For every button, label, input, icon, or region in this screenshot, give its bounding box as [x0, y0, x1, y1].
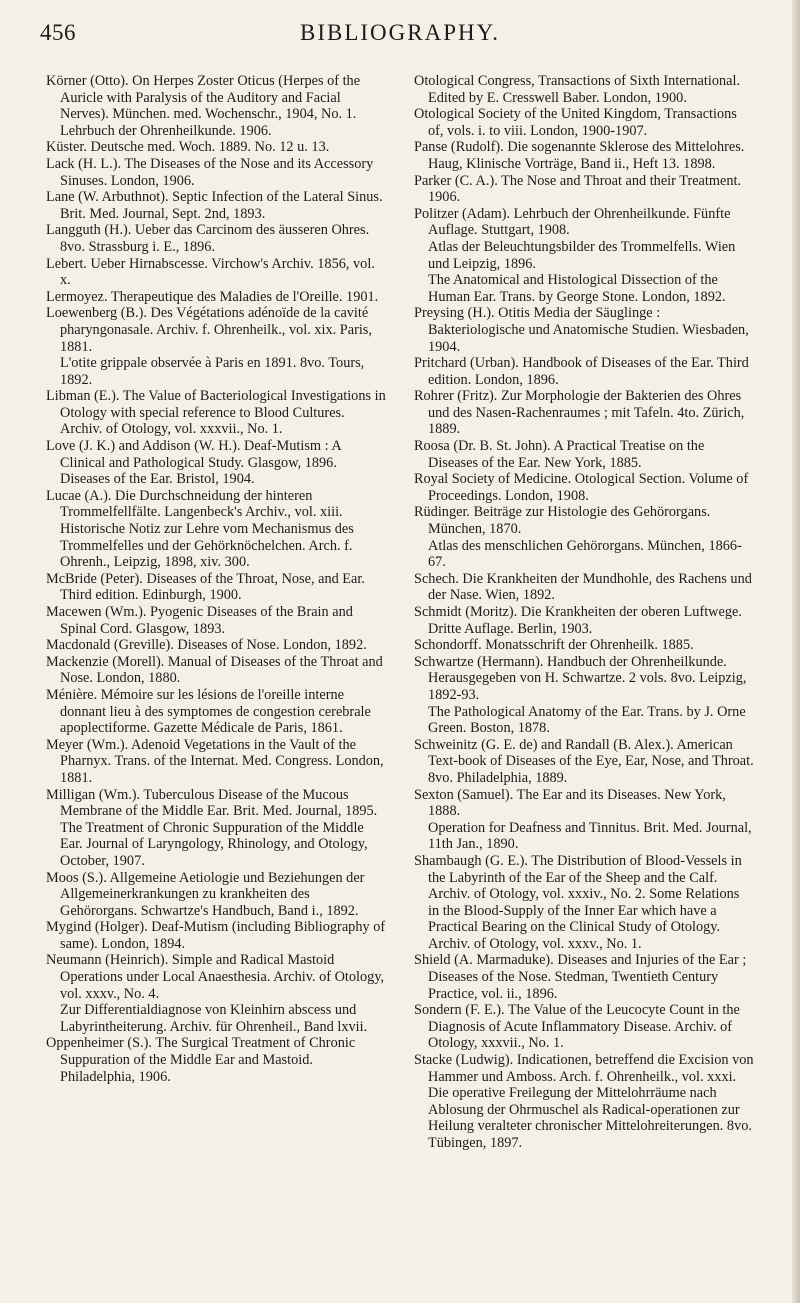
bibliography-entry: Mygind (Holger). Deaf-Mutism (including Bibliography of same). London, 1894. — [46, 919, 386, 952]
bibliography-entry: Shield (A. Marmaduke). Diseases and Injuries of the Ear ; Diseases of the Nose. Stedman, Twentieth Century Practice, vol. ii., 1896. — [414, 952, 747, 1002]
left-column — [46, 73, 386, 1152]
bibliography-entry: Shambaugh (G. E.). The Distribution of Blood-Vessels in the Labyrinth of the Ear of the Sheep and the Calf. Archiv. of Otology, vol. xxxiv., No. 2. Some Relations in the Blood-Supply of the Inner Ear which have a Practical Bearing on the Clinical Study of Otology. Archiv. of Otology, vol. xxxv., No. 1. — [414, 852, 742, 952]
bibliography-entry: McBride (Peter). Diseases of the Throat, Nose, and Ear. Third edition. Edinburgh, 1900. — [46, 570, 365, 604]
bibliography-entry: Schmidt (Moritz). Die Krankheiten der oberen Luftwege. Dritte Auflage. Berlin, 1903. — [414, 604, 742, 637]
running-head: BIBLIOGRAPHY. — [299, 20, 501, 45]
bibliography-subentry: Die operative Freilegung der Mittelohrräume nach Ablosung der Ohrmuschel als Radical-operationen zur Heilung veralteter chronischer Mittelohreiterungen. 8vo. Tübingen, 1897. — [428, 1085, 752, 1151]
bibliography-subentry: The Anatomical and Histological Dissection of the Human Ear. Trans. by George Stone. London, 1892. — [428, 272, 726, 305]
bibliography-entry: Parker (C. A.). The Nose and Throat and their Treatment. 1906. — [414, 172, 742, 206]
bibliography-entry: Lucae (A.). Die Durchschneidung der hinteren Trommelfellfälte. Langenbeck's Archiv., vol. xiii. — [46, 487, 343, 521]
bibliography-columns — [46, 73, 754, 1152]
bibliography-entry: Politzer (Adam). Lehrbuch der Ohrenheilkunde. Fünfte Auflage. Stuttgart, 1908. — [414, 205, 731, 239]
bibliography-subentry: Zur Differentialdiagnose von Kleinhirn abscess und Labyrintheiterung. Archiv. für Ohrenheil., Band lxvii. — [60, 1002, 368, 1035]
bibliography-entry: Libman (E.). The Value of Bacteriological Investigations in Otology with special reference to Blood Cultures. Archiv. of Otology, vol. xxxvii., No. 1. — [46, 388, 386, 438]
bibliography-entry: Moos (S.). Allgemeine Aetiologie und Beziehungen der Allgemeinerkrankungen zu krankheiten des Gehörorgans. Schwartze's Handbuch, Band i., 1892. — [46, 869, 365, 919]
bibliography-entry: Otological Congress, Transactions of Sixth International. Edited by E. Cresswell Baber. London, 1900. — [414, 73, 741, 106]
bibliography-subentry: Atlas der Beleuchtungsbilder des Trommelfells. Wien und Leipzig, 1896. — [428, 238, 736, 272]
bibliography-entry: Lack (H. L.). The Diseases of the Nose and its Accessory Sinuses. London, 1906. — [46, 155, 374, 189]
bibliography-subentry: Historische Notiz zur Lehre vom Mechanismus des Trommelfelles und der Gehörknöchelchen. Arch. f. Ohrenh., Leipzig, 1898, xiv. 300. — [60, 521, 354, 571]
bibliography-entry: Rüdinger. Beiträge zur Histologie des Gehörorgans. München, 1870. — [414, 504, 711, 538]
bibliography-entry: Schwartze (Hermann). Handbuch der Ohrenheilkunde. Herausgegeben von H. Schwartze. 2 vols. 8vo. Leipzig, 1892-93. — [414, 653, 747, 703]
bibliography-entry: Lane (W. Arbuthnot). Septic Infection of the Lateral Sinus. Brit. Med. Journal, Sept. 2nd, 1893. — [46, 189, 383, 222]
bibliography-entry: Körner (Otto). On Herpes Zoster Oticus (Herpes of the Auricle with Paralysis of the Auditory and Facial Nerves). München. med. Wochenschr., 1904, No. 1. — [46, 73, 361, 123]
right-column — [414, 73, 754, 1152]
bibliography-entry: Royal Society of Medicine. Otological Section. Volume of Proceedings. London, 1908. — [414, 471, 749, 504]
bibliography-entry: Panse (Rudolf). Die sogenannte Sklerose des Mittelohres. Haug, Klinische Vorträge, Band ii., Heft 13. 1898. — [414, 139, 745, 172]
page-header — [40, 20, 760, 52]
bibliography-entry: Loewenberg (B.). Des Végétations adénoïde de la cavité pharyngonasale. Archiv. f. Ohrenheilk., vol. xix. Paris, 1881. — [46, 305, 372, 355]
bibliography-entry: Stacke (Ludwig). Indicationen, betreffend die Excision von Hammer und Amboss. Arch. f. Ohrenheilk., vol. xxxi. — [414, 1052, 754, 1085]
bibliography-entry: Meyer (Wm.). Adenoid Vegetations in the Vault of the Pharnyx. Trans. of the Internat. Med. Congress. London, 1881. — [46, 736, 384, 786]
bibliography-entry: Schweinitz (G. E. de) and Randall (B. Alex.). American Text-book of Diseases of the Eye, Ear, Nose, and Throat. 8vo. Philadelphia, 1889. — [414, 736, 754, 786]
bibliography-entry: Schondorff. Monatsschrift der Ohrenheilk. 1885. — [414, 637, 694, 654]
bibliography-entry: Macdonald (Greville). Diseases of Nose. London, 1892. — [46, 637, 367, 654]
bibliography-entry: Roosa (Dr. B. St. John). A Practical Treatise on the Diseases of the Ear. New York, 1885. — [414, 438, 705, 471]
bibliography-subentry: Operation for Deafness and Tinnitus. Brit. Med. Journal, 11th Jan., 1890. — [428, 819, 752, 853]
bibliography-subentry: The Treatment of Chronic Suppuration of the Middle Ear. Journal of Laryngology, Rhinology, and Otology, October, 1907. — [60, 819, 368, 869]
bibliography-subentry: L'otite grippale observée à Paris en 1891. 8vo. Tours, 1892. — [60, 355, 365, 388]
bibliography-entry: Milligan (Wm.). Tuberculous Disease of the Mucous Membrane of the Middle Ear. Brit. Med. Journal, 1895. — [46, 786, 378, 820]
bibliography-entry: Pritchard (Urban). Handbook of Diseases of the Ear. Third edition. London, 1896. — [414, 355, 749, 388]
bibliography-subentry: Diseases of the Ear. Bristol, 1904. — [60, 471, 255, 488]
bibliography-entry: Küster. Deutsche med. Woch. 1889. No. 12 u. 13. — [46, 139, 330, 156]
bibliography-entry: Langguth (H.). Ueber das Carcinom des äusseren Ohres. 8vo. Strassburg i. E., 1896. — [46, 222, 370, 255]
bibliography-entry: Preysing (H.). Otitis Media der Säuglinge : Bakteriologische und Anatomische Studien. Wiesbaden, 1904. — [414, 305, 749, 355]
page-number: 456 — [40, 20, 76, 45]
bibliography-entry: Love (J. K.) and Addison (W. H.). Deaf-Mutism : A Clinical and Pathological Study. Glasgow, 1896. — [46, 438, 341, 471]
bibliography-entry: Ménière. Mémoire sur les lésions de l'oreille interne donnant lieu à des symptomes de congestion cerebrale apoplectiforme. Gazette Médicale de Paris, 1861. — [46, 686, 371, 737]
bibliography-entry: Otological Society of the United Kingdom, Transactions of, vols. i. to viii. London, 1900-1907. — [414, 106, 737, 139]
bibliography-entry: Oppenheimer (S.). The Surgical Treatment of Chronic Suppuration of the Middle Ear and Mastoid. Philadelphia, 1906. — [46, 1035, 356, 1085]
bibliography-subentry: Atlas des menschlichen Gehörorgans. München, 1866-67. — [428, 537, 742, 571]
bibliography-subentry: Lehrbuch der Ohrenheilkunde. 1906. — [60, 122, 272, 139]
bibliography-entry: Schech. Die Krankheiten der Mundhohle, des Rachens und der Nase. Wien, 1892. — [414, 570, 752, 604]
bibliography-entry: Mackenzie (Morell). Manual of Diseases of the Throat and Nose. London, 1880. — [46, 653, 383, 687]
bibliography-entry: Neumann (Heinrich). Simple and Radical Mastoid Operations under Local Anaesthesia. Archiv. of Otology, vol. xxxv., No. 4. — [46, 952, 385, 1002]
bibliography-entry: Sexton (Samuel). The Ear and its Diseases. New York, 1888. — [414, 786, 726, 820]
bibliography-entry: Lebert. Ueber Hirnabscesse. Virchow's Archiv. 1856, vol. x. — [46, 255, 375, 289]
bibliography-entry: Macewen (Wm.). Pyogenic Diseases of the Brain and Spinal Cord. Glasgow, 1893. — [46, 604, 353, 637]
bibliography-subentry: The Pathological Anatomy of the Ear. Trans. by J. Orne Green. Boston, 1878. — [428, 703, 746, 737]
bibliography-entry: Lermoyez. Therapeutique des Maladies de l'Oreille. 1901. — [46, 288, 379, 305]
bibliography-entry: Sondern (F. E.). The Value of the Leucocyte Count in the Diagnosis of Acute Inflammatory Disease. Archiv. of Otology, xxxvii., No. 1. — [414, 1002, 740, 1052]
bibliography-entry: Rohrer (Fritz). Zur Morphologie der Bakterien des Ohres und des Nasen-Rachenraumes ; mit Tafeln. 4to. Zürich, 1889. — [414, 388, 745, 438]
